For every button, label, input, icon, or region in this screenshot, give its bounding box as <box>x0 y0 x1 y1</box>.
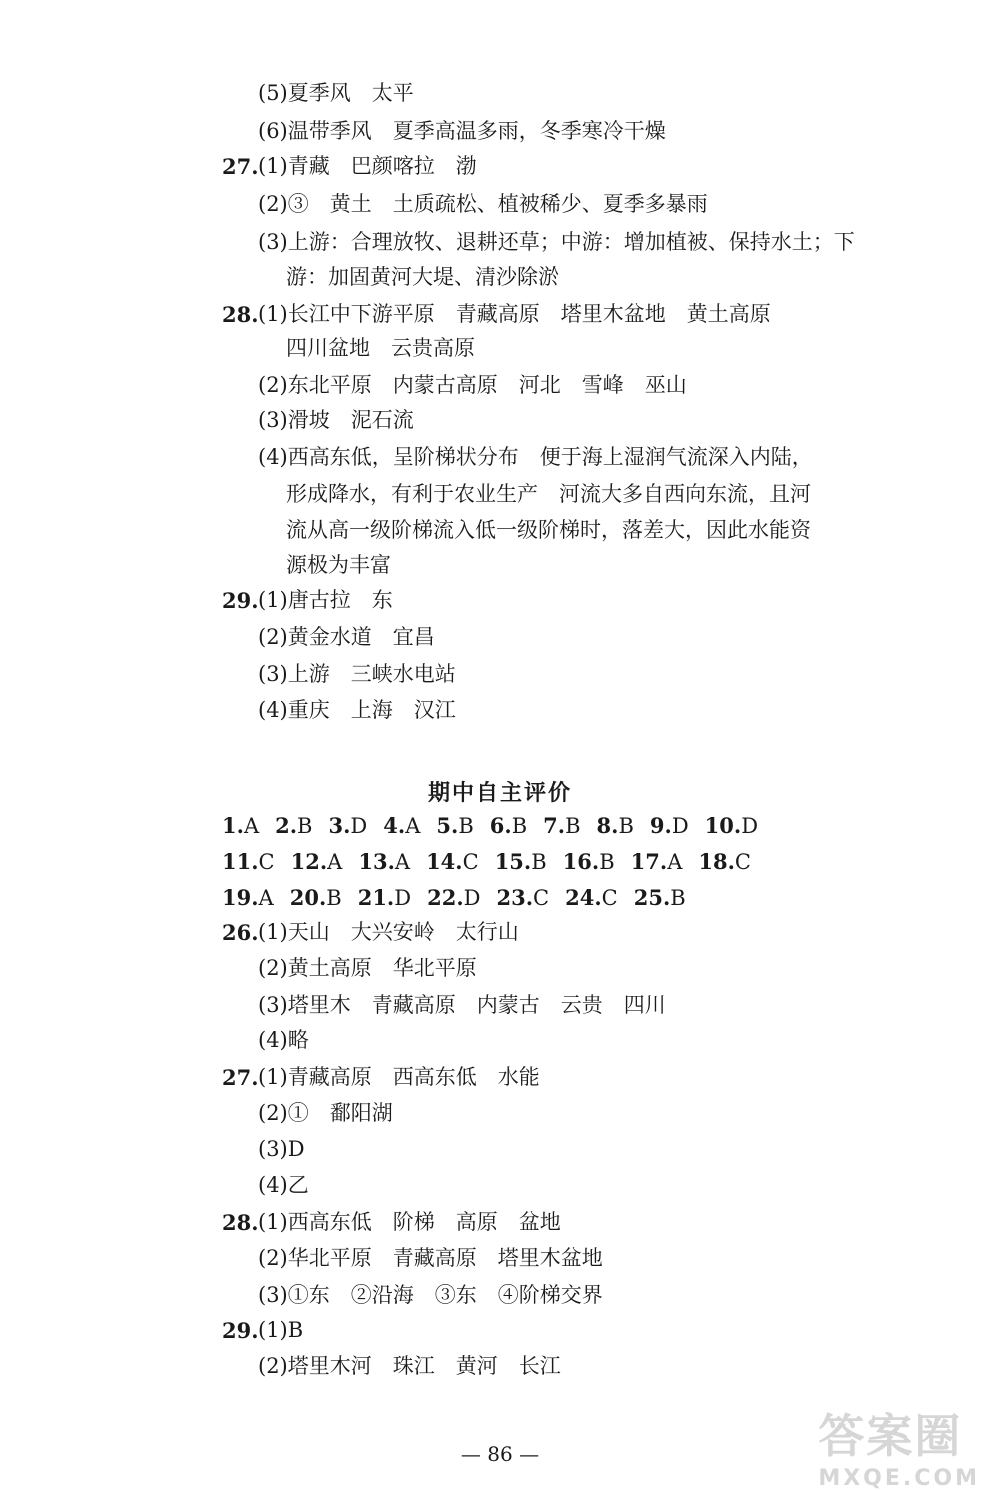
mc-number: 10. <box>704 813 742 838</box>
answer-line: (2)黄金水道 宜昌 <box>258 625 435 649</box>
question-number: 29. <box>222 588 259 613</box>
mc-number: 18. <box>698 849 735 874</box>
mc-answer: B <box>599 850 615 874</box>
mc-answer: B <box>326 886 342 910</box>
mc-answer: B <box>531 850 547 874</box>
mc-answer: A <box>405 814 421 838</box>
watermark-url: MXQE.COM <box>818 1466 980 1491</box>
answer-line: (4)乙 <box>258 1173 309 1197</box>
mc-answer: B <box>618 814 634 838</box>
question-number: 29. <box>222 1318 259 1343</box>
question-number: 27. <box>222 154 259 179</box>
mc-number: 15. <box>494 849 532 874</box>
answer-line: 流从高一级阶梯流入低一级阶梯时，落差大，因此水能资 <box>286 518 811 542</box>
answer-line: (1)B <box>258 1318 304 1342</box>
mc-number: 3. <box>328 813 351 838</box>
answer-line: (3)塔里木 青藏高原 内蒙古 云贵 四川 <box>258 993 666 1017</box>
mc-number: 5. <box>436 813 459 838</box>
mc-number: 16. <box>562 849 600 874</box>
answer-line: (5)夏季风 太平 <box>258 81 414 105</box>
mc-number: 1. <box>222 813 244 838</box>
answer-line: (1)天山 大兴安岭 太行山 <box>258 920 519 944</box>
answer-line: (2)① 鄱阳湖 <box>258 1101 393 1125</box>
mc-number: 6. <box>489 813 512 838</box>
mc-row-2 <box>222 851 767 873</box>
mc-answer: C <box>533 886 550 910</box>
answer-line: (4)西高东低，呈阶梯状分布 便于海上湿润气流深入内陆， <box>258 445 813 469</box>
answer-line: (3)滑坡 泥石流 <box>258 408 414 432</box>
answer-line: 形成降水，有利于农业生产 河流大多自西向东流，且河 <box>286 482 811 506</box>
answer-line: (1)青藏高原 西高东低 水能 <box>258 1065 540 1089</box>
answer-line: 四川盆地 云贵高原 <box>286 336 475 360</box>
mc-answer: D <box>671 814 689 838</box>
answer-line: (6)温带季风 夏季高温多雨，冬季寒冷干燥 <box>258 119 666 143</box>
mc-answer: B <box>670 886 686 910</box>
question-number: 27. <box>222 1065 259 1090</box>
mc-number: 20. <box>289 885 327 910</box>
answer-line: (3)①东 ②沿海 ③东 ④阶梯交界 <box>258 1283 603 1307</box>
mc-number: 14. <box>426 849 463 874</box>
answer-line: (1)青藏 巴颜喀拉 渤 <box>258 154 477 178</box>
mc-row-1 <box>222 815 774 837</box>
mc-number: 9. <box>649 813 672 838</box>
mc-answer: D <box>741 814 759 838</box>
mc-answer: D <box>350 814 368 838</box>
mc-answer: B <box>565 814 581 838</box>
mc-answer: D <box>394 886 412 910</box>
mc-answer: A <box>667 850 683 874</box>
answer-line: (3)D <box>258 1137 305 1161</box>
mc-number: 13. <box>358 849 395 874</box>
mc-number: 22. <box>427 885 464 910</box>
mc-number: 21. <box>357 885 395 910</box>
mc-number: 19. <box>222 885 259 910</box>
mc-answer: A <box>394 850 411 874</box>
mc-number: 23. <box>496 885 534 910</box>
mc-answer: A <box>327 850 343 874</box>
watermark <box>818 1400 980 1491</box>
answer-line: (1)长江中下游平原 青藏高原 塔里木盆地 黄土高原 <box>258 302 771 326</box>
mc-answer: C <box>734 850 751 874</box>
mc-answer: B <box>511 814 528 838</box>
mc-answer: B <box>297 814 313 838</box>
answer-line: (2)华北平原 青藏高原 塔里木盆地 <box>258 1246 603 1270</box>
mc-answer: B <box>458 814 474 838</box>
mc-answer: C <box>258 850 275 874</box>
answer-line: (2)塔里木河 珠江 黄河 长江 <box>258 1354 561 1378</box>
mc-number: 12. <box>290 849 328 874</box>
mc-answer: A <box>258 886 274 910</box>
mc-number: 2. <box>275 813 298 838</box>
section-title: 期中自主评价 <box>427 781 572 806</box>
answer-line: 游：加固黄河大堤、清沙除淤 <box>286 265 559 289</box>
answer-line: (3)上游：合理放牧、退耕还草；中游：增加植被、保持水土；下 <box>258 230 855 254</box>
answer-line: 源极为丰富 <box>286 553 391 577</box>
mc-row-3 <box>222 887 702 909</box>
answer-line: (2)黄土高原 华北平原 <box>258 956 477 980</box>
answer-line: (2)东北平原 内蒙古高原 河北 雪峰 巫山 <box>258 373 687 397</box>
question-number: 28. <box>222 302 259 327</box>
mc-number: 8. <box>596 813 619 838</box>
question-number: 26. <box>222 920 259 945</box>
mc-number: 4. <box>383 813 406 838</box>
mc-number: 24. <box>565 885 602 910</box>
mc-answer: A <box>243 814 260 838</box>
answer-line: (4)略 <box>258 1028 309 1052</box>
answer-line: (1)西高东低 阶梯 高原 盆地 <box>258 1210 561 1234</box>
mc-number: 7. <box>543 813 566 838</box>
question-number: 28. <box>222 1210 259 1235</box>
mc-answer: C <box>462 850 479 874</box>
page-number: — 86 — <box>460 1442 540 1466</box>
answer-line: (3)上游 三峡水电站 <box>258 662 456 686</box>
mc-answer: D <box>463 886 481 910</box>
answer-line: (1)唐古拉 东 <box>258 588 393 612</box>
mc-number: 17. <box>630 849 668 874</box>
answer-line: (2)③ 黄土 土质疏松、植被稀少、夏季多暴雨 <box>258 192 708 216</box>
mc-answer: C <box>601 886 618 910</box>
answer-line: (4)重庆 上海 汉江 <box>258 698 456 722</box>
mc-number: 11. <box>222 849 259 874</box>
mc-number: 25. <box>633 885 671 910</box>
watermark-logo: 答案圈 <box>818 1409 963 1463</box>
